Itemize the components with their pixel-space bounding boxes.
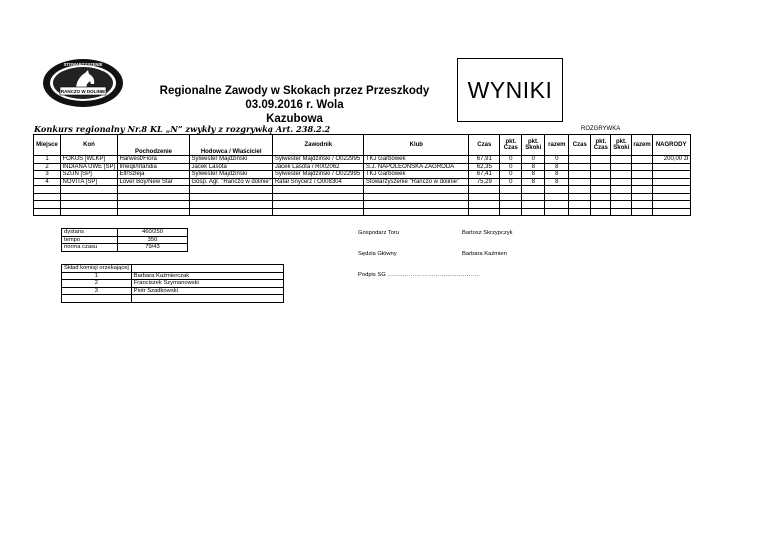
cell-r-czas (569, 171, 591, 179)
komisja-no: 3 (62, 287, 132, 295)
cell-czas: 67,41 (469, 171, 500, 179)
cell-nagroda (652, 178, 690, 186)
cell-pochodzenie: Elf/Szleja (118, 171, 190, 179)
col-r-pkt-czas (591, 135, 611, 156)
podpis-line: Podpis SG ………………………………………… (358, 272, 481, 278)
col-r-pkt-skoki (611, 135, 632, 156)
table-row (34, 178, 691, 186)
cell-klub: TKJ Garbówek (364, 156, 469, 164)
komisja-table (61, 264, 284, 303)
cell-kon: FOKUS [WLKP] (61, 156, 118, 164)
komisja-name: Barbara Kaźmierczak (131, 272, 283, 280)
cell-zawodnik: Jacek Lasota / R002062 (273, 163, 364, 171)
table-row (34, 171, 691, 179)
event-title-line2: Kazubowa (266, 113, 323, 125)
komisja-name: Piotr Szadkowski (131, 287, 283, 295)
col-pkt-skoki-line1: pkt. (527, 139, 539, 145)
cell-r-razem (632, 171, 652, 179)
col-r-pkt-skoki-line2: Skoki (613, 145, 630, 151)
cell-klub: Stowarzyszenie "Ranczo w dolinie" (364, 178, 469, 186)
col-r-pkt-czas-line2: Czas (593, 145, 608, 151)
table-row (34, 156, 691, 164)
komisja-no: 1 (62, 272, 132, 280)
col-czas: Czas (469, 135, 500, 156)
cell-nagroda: 200,00 zł (652, 156, 690, 164)
col-pkt-czas (500, 135, 522, 156)
course-table (61, 228, 188, 252)
cell-miejsce: 4 (34, 178, 61, 186)
competition-title: Konkurs regionalny Nr.8 KL „N” zwykły z rozgrywką Art. 238.2.2 (34, 124, 331, 134)
cell-r-pkt-skoki (611, 156, 632, 164)
cell-r-pkt-czas (591, 171, 611, 179)
empty-row (34, 201, 691, 209)
col-r-pkt-skoki-line1: pkt. (615, 139, 627, 145)
cell-pkt-skoki: 0 (522, 156, 545, 164)
empty-row (34, 208, 691, 216)
event-title (132, 84, 457, 126)
results-table (33, 134, 691, 216)
cell-pkt-czas: 0 (500, 156, 522, 164)
col-zawodnik: Zawodnik (273, 135, 364, 156)
cell-miejsce: 3 (34, 171, 61, 179)
club-logo (38, 57, 128, 109)
cell-nagroda (652, 163, 690, 171)
sedzia-label: Sędzia Główny (358, 251, 397, 257)
col-pkt-czas-line2: Czas (503, 145, 518, 151)
empty-row (34, 186, 691, 194)
col-pkt-skoki (522, 135, 545, 156)
cell-r-czas (569, 178, 591, 186)
norma-label: norma czasu (62, 244, 118, 252)
cell-pkt-skoki: 8 (522, 163, 545, 171)
cell-kon: NOVITA [SP] (61, 178, 118, 186)
col-razem: razem (545, 135, 569, 156)
cell-miejsce: 1 (34, 156, 61, 164)
col-kon: Koń (61, 135, 118, 156)
cell-r-pkt-czas (591, 156, 611, 164)
cell-pkt-skoki: 8 (522, 178, 545, 186)
cell-pkt-czas: 0 (500, 163, 522, 171)
cell-pkt-czas: 0 (500, 171, 522, 179)
col-nagrody: NAGRODY (652, 135, 690, 156)
dystans-label: dystans (62, 229, 118, 237)
col-r-razem: razem (632, 135, 652, 156)
rozgrywka-label: ROZGRYWKA (581, 126, 621, 132)
cell-czas: 75,29 (469, 178, 500, 186)
logo-band-text: RANCZO W DOLINIE (60, 89, 106, 94)
cell-pochodzenie: Harwest/Flora (118, 156, 190, 164)
tempo-label: tempo (62, 236, 118, 244)
cell-kon: SZUN [SP] (61, 171, 118, 179)
col-pkt-czas-line1: pkt. (505, 139, 517, 145)
komisja-label: Skład komisji orzekającej (62, 265, 132, 273)
cell-pkt-skoki: 8 (522, 171, 545, 179)
table-row (34, 163, 691, 171)
cell-klub: S.J. NAPOLEOŃSKA ZAGRODA (364, 163, 469, 171)
col-r-pkt-czas-line1: pkt. (595, 139, 607, 145)
event-title-line1: Regionalne Zawody w Skokach przez Przeszkody 03.09.2016 r. Wola (159, 85, 430, 111)
cell-czas: 67,91 (469, 156, 500, 164)
cell-r-czas (569, 156, 591, 164)
cell-r-pkt-czas (591, 163, 611, 171)
empty-row (34, 193, 691, 201)
cell-pochodzenie: Lover Boy/New Star (118, 178, 190, 186)
cell-kon: INDIANA UWE [SP] (61, 163, 118, 171)
cell-razem: 8 (545, 163, 569, 171)
col-miejsce: Miejsce (34, 135, 61, 156)
col-klub: Klub (364, 135, 469, 156)
sedzia-name: Barbara Kaźmien (462, 251, 507, 257)
cell-hodowca: Sylwester Majdziński (190, 171, 273, 179)
cell-klub: TKJ Garbówek (364, 171, 469, 179)
cell-miejsce: 2 (34, 163, 61, 171)
cell-r-pkt-skoki (611, 171, 632, 179)
cell-razem: 8 (545, 178, 569, 186)
col-pochodzenie: Pochodzenie (118, 135, 190, 156)
cell-razem: 8 (545, 171, 569, 179)
gospodarz-label: Gospodarz Toru (358, 230, 400, 236)
komisja-no: 2 (62, 280, 132, 288)
col-r-czas: Czas (569, 135, 591, 156)
cell-hodowca: Sylwester Majdziński (190, 156, 273, 164)
cell-r-pkt-skoki (611, 178, 632, 186)
dystans-value: 460/250 (118, 229, 188, 237)
cell-zawodnik: Sylwester Majdziński / O022995 (273, 171, 364, 179)
logo-ring-text: STOWARZYSZENIE (63, 62, 103, 67)
col-pkt-skoki-line2: Skoki (525, 145, 542, 151)
norma-value: 79/43 (118, 244, 188, 252)
cell-razem: 0 (545, 156, 569, 164)
wyniki-heading: WYNIKI (457, 58, 563, 122)
cell-r-pkt-czas (591, 178, 611, 186)
cell-r-razem (632, 156, 652, 164)
cell-r-pkt-skoki (611, 163, 632, 171)
cell-zawodnik: Sylwester Majdziński / O022995 (273, 156, 364, 164)
gospodarz-name: Bartosz Skrzypczyk (462, 230, 513, 236)
cell-zawodnik: Rafał Snycerz / O008304 (273, 178, 364, 186)
cell-pkt-czas: 0 (500, 178, 522, 186)
cell-r-razem (632, 163, 652, 171)
table-header-row (34, 135, 691, 156)
cell-pochodzenie: Imeqil/Irlandia (118, 163, 190, 171)
col-hodowca: Hodowca / Właściciel (190, 135, 273, 156)
cell-nagroda (652, 171, 690, 179)
cell-hodowca: Jacek Lasota (190, 163, 273, 171)
cell-czas: 62,35 (469, 163, 500, 171)
cell-r-razem (632, 178, 652, 186)
komisja-name: Franciszek Szymanowski (131, 280, 283, 288)
cell-hodowca: Gosp. Agr. "Ranczo w dolinie" (191, 178, 271, 185)
cell-r-czas (569, 163, 591, 171)
tempo-value: 350 (118, 236, 188, 244)
